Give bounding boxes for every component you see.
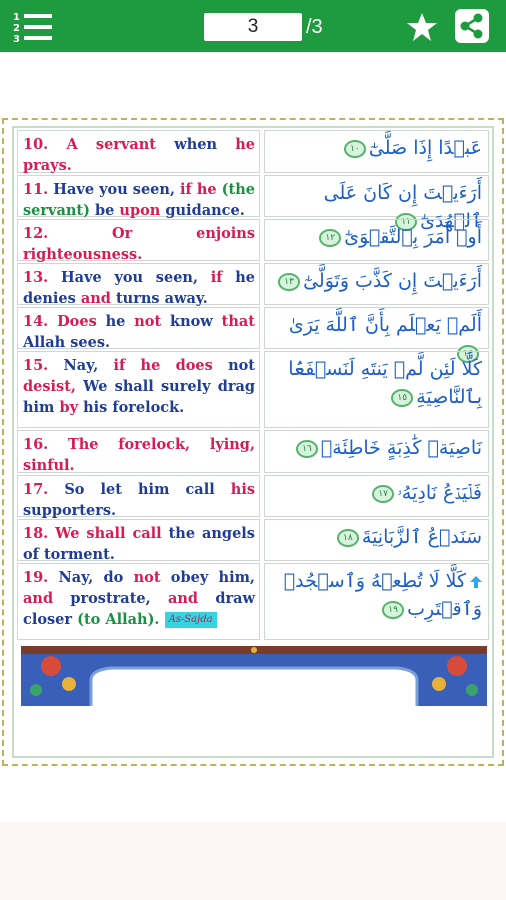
arabic-text: كَلَّا لَا تُطِعۡهُ وَٱسۡجُدۡ وَٱقۡتَرِب [283,570,482,620]
verse-translation [17,219,260,261]
arabic-text: أَوۡ أَمَرَ بِٱلتَّقۡوَىٰٓ [344,226,482,248]
translation-segment: if [210,269,223,286]
verse-translation [17,351,260,428]
verse-row[interactable] [17,430,489,473]
arabic-text: أَرَءَيۡتَ إِن كَانَ عَلَى ٱلۡهُدَىٰٓ [323,182,482,232]
verse-translation [17,475,260,517]
verse-number: 18. [23,525,49,542]
translation-segment: (to Allah). [77,611,160,628]
translation-segment: by [59,399,79,416]
translation-segment: So let him call [64,481,231,498]
translation-segment: he prays. [23,136,256,174]
translation-segment: Nay, [63,357,114,374]
arabic-text: فَلۡيَدۡعُ نَادِيَهُۥ [397,482,482,504]
verse-arabic [264,430,489,473]
translation-segment: not [133,569,161,586]
translation-segment: A servant [66,136,157,153]
ayah-number-marker: ١٤ [457,345,479,363]
ayah-number-marker: ١٩ [382,601,404,619]
translation-segment: be [89,202,120,219]
top-toolbar [0,0,506,52]
verse-row[interactable] [17,175,489,232]
verse-number: 13. [23,269,49,286]
ayah-number-marker: ١٧ [372,485,394,503]
translation-segment: Have you seen, [53,181,181,198]
verse-arabic [264,263,489,305]
verse-row[interactable] [17,130,489,173]
verse-number: 14. [23,313,49,330]
verse-row[interactable] [17,563,489,640]
verse-translation [17,263,260,305]
verse-number: 16. [23,436,49,453]
translation-segment: know [161,313,222,330]
verse-translation [17,430,260,473]
translation-segment: Allah sees. [23,334,111,351]
verse-arabic [264,475,489,517]
page-number-input[interactable]: 3 [204,13,302,41]
translation-segment: if he does [113,357,213,374]
verse-translation [17,175,260,217]
bottom-area [0,822,506,900]
translation-segment: Does [57,313,97,330]
verse-number: 12. [23,225,49,242]
translation-segment: not [134,313,162,330]
verse-number: 17. [23,481,49,498]
translation-segment: not [212,357,255,374]
verse-arabic [264,175,489,232]
sajda-marker-icon [470,576,482,588]
verse-number: 19. [23,569,49,586]
verse-arabic [264,219,489,261]
translation-segment: We shall call [55,525,162,542]
ayah-number-marker: ١٥ [391,389,413,407]
translation-segment: and [167,590,199,607]
ayah-number-marker: ١٦ [296,440,318,458]
translation-segment: Have you seen, [60,269,211,286]
translation-segment: draw closer [23,590,255,628]
translation-segment: turns away. [110,290,208,307]
verse-arabic [264,519,489,561]
ayah-number-marker: ١٠ [344,140,366,158]
page-total-label: /3 [306,16,323,38]
translation-segment: that [221,313,255,330]
translation-segment: upon [119,202,161,219]
translation-segment: obey him, [160,569,255,586]
share-icon[interactable] [455,9,489,43]
svg-text:3: 3 [13,34,20,45]
verse-number: 11. [23,181,49,198]
verse-translation [17,130,260,173]
numbered-list-icon[interactable] [12,10,54,44]
verse-row[interactable] [17,219,489,261]
verse-number: 10. [23,136,49,153]
ayah-number-marker: ١٨ [337,529,359,547]
verse-translation [17,307,260,349]
arabic-text: سَنَدۡعُ ٱلزَّبَانِيَةَ [361,526,482,548]
arabic-text: عَبۡدًا إِذَا صَلَّىٰٓ [368,137,482,159]
arabic-text: نَاصِيَةٖ كَٰذِبَةٍ خَاطِئَةٖ [320,437,482,459]
decorative-ornament [21,646,487,706]
translation-segment: his forelock. [78,399,185,416]
translation-segment: prostrate, [53,590,168,607]
translation-segment: his [230,481,255,498]
verse-row[interactable] [17,519,489,561]
translation-segment: and [80,290,111,307]
ayah-number-marker: ١٢ [319,229,341,247]
verse-number: 15. [23,357,49,374]
translation-segment: Or [112,225,133,242]
arabic-text: أَرَءَيۡتَ إِن كَذَّبَ وَتَوَلَّىٰٓ [303,270,482,292]
translation-segment: guidance. [160,202,245,219]
translation-segment: the angels of torment. [23,525,255,563]
ayah-number-marker: ١٣ [278,273,300,291]
translation-segment: supporters. [23,502,117,519]
verse-row[interactable] [17,351,489,428]
verse-arabic [264,351,489,428]
star-icon[interactable] [406,12,438,42]
sajda-badge: As-Sajda [165,612,217,628]
translation-segment: (the servant) [23,181,256,219]
verse-arabic [264,130,489,173]
verse-row[interactable] [17,307,489,359]
translation-segment: enjoins righteousness. [23,225,255,263]
translation-segment: We shall surely drag him [23,378,255,416]
arabic-text: أَلَمۡ يَعۡلَم بِأَنَّ ٱللَّهَ يَرَىٰ [288,314,482,336]
arabic-text: كَلَّا لَئِن لَّمۡ يَنتَهِ لَنَسۡفَعَۢا بِٱلنَّاصِيَةِ [288,358,482,408]
verse-arabic [264,307,489,359]
translation-segment: Nay, do [58,569,134,586]
ayah-number-marker: ١١ [395,213,417,231]
verse-row[interactable] [17,263,489,305]
svg-text:1: 1 [13,12,20,23]
translation-segment: The forelock, lying, sinful. [23,436,255,474]
verse-translation [17,563,260,640]
verse-arabic [264,563,489,640]
translation-segment: and [23,590,54,607]
translation-segment: he [96,313,135,330]
translation-segment: when [156,136,236,153]
svg-text:2: 2 [13,23,20,34]
verse-translation [17,519,260,561]
translation-segment: desist, [23,378,76,395]
verse-row[interactable] [17,475,489,517]
translation-segment: he denies [23,269,255,307]
translation-segment: if he [180,181,217,198]
